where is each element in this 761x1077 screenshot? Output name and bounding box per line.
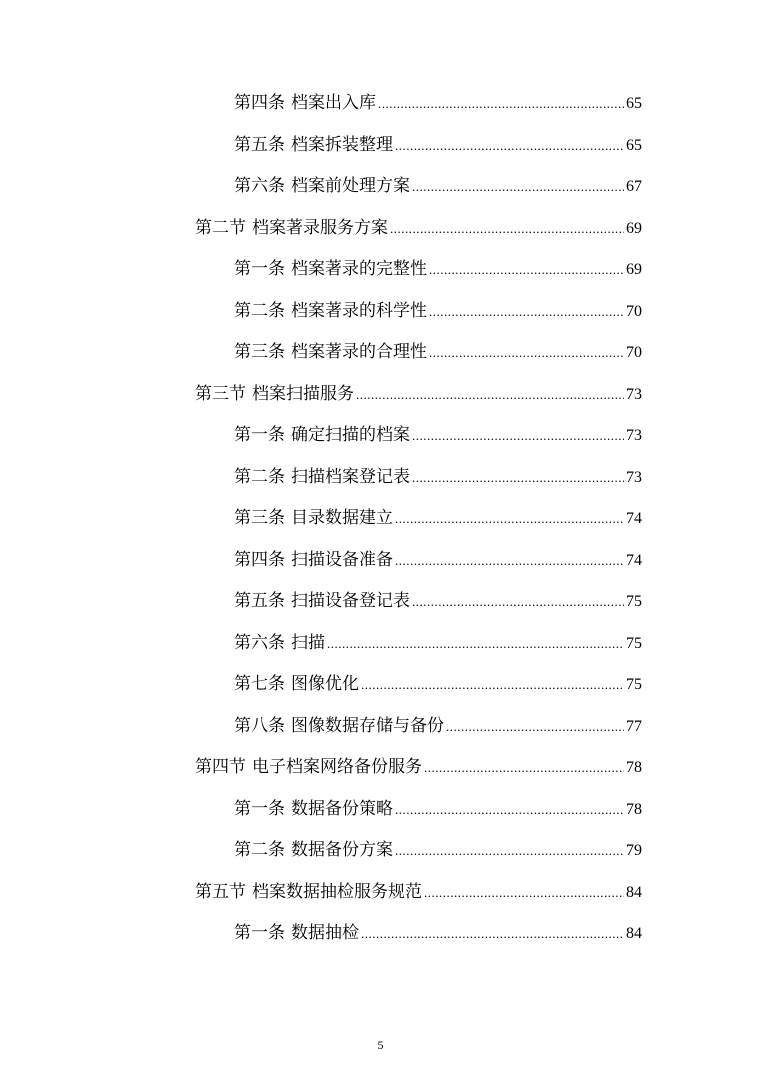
toc-dot-leader xyxy=(412,422,624,450)
toc-article-entry[interactable] xyxy=(234,131,642,159)
toc-entry-title: 扫描设备准备 xyxy=(291,550,393,570)
toc-entry-title: 电子档案网络备份服务 xyxy=(252,757,422,777)
toc-dot-leader xyxy=(395,132,624,160)
toc-entry-page-number: 67 xyxy=(626,178,642,195)
toc-entry-number: 第三节 xyxy=(195,384,246,404)
toc-entry-title: 数据备份方案 xyxy=(291,840,393,860)
toc-entry-page-number: 75 xyxy=(626,593,642,610)
toc-dot-leader xyxy=(395,505,624,533)
toc-entry-number: 第一条 xyxy=(234,259,285,279)
toc-entry-page-number: 78 xyxy=(626,801,642,818)
toc-entry-page-number: 69 xyxy=(626,261,642,278)
page-number: 5 xyxy=(377,1038,384,1052)
toc-article-entry[interactable] xyxy=(234,712,642,740)
toc-article-entry[interactable] xyxy=(234,629,642,657)
toc-dot-leader xyxy=(378,90,624,118)
toc-entry-page-number: 65 xyxy=(626,137,642,154)
toc-entry-number: 第二条 xyxy=(234,467,285,487)
toc-entry-page-number: 74 xyxy=(626,510,642,527)
toc-entry-title: 档案前处理方案 xyxy=(291,176,410,196)
toc-dot-leader xyxy=(356,381,624,409)
toc-article-entry[interactable] xyxy=(234,172,642,200)
toc-entry-title: 数据抽检 xyxy=(291,923,359,943)
toc-entry-number: 第六条 xyxy=(234,176,285,196)
toc-entry-number: 第二条 xyxy=(234,840,285,860)
toc-article-entry[interactable] xyxy=(234,297,642,325)
toc-entry-page-number: 70 xyxy=(626,344,642,361)
toc-article-entry[interactable] xyxy=(234,795,642,823)
toc-dot-leader xyxy=(412,464,624,492)
toc-section-entry[interactable] xyxy=(195,878,642,906)
toc-article-entry[interactable] xyxy=(234,546,642,574)
toc-entry-number: 第一条 xyxy=(234,425,285,445)
toc-entry-page-number: 73 xyxy=(626,386,642,403)
toc-section-entry[interactable] xyxy=(195,214,642,242)
toc-entry-number: 第三条 xyxy=(234,342,285,362)
toc-article-entry[interactable] xyxy=(234,338,642,366)
toc-entry-title: 确定扫描的档案 xyxy=(291,425,410,445)
toc-entry-title: 档案数据抽检服务规范 xyxy=(252,882,422,902)
toc-entry-page-number: 75 xyxy=(626,676,642,693)
toc-entry-number: 第二条 xyxy=(234,301,285,321)
toc-dot-leader xyxy=(395,837,624,865)
toc-dot-leader xyxy=(390,215,624,243)
toc-entry-number: 第七条 xyxy=(234,674,285,694)
toc-dot-leader xyxy=(424,879,624,907)
toc-dot-leader xyxy=(429,339,624,367)
toc-entry-number: 第五节 xyxy=(195,882,246,902)
toc-entry-title: 档案拆装整理 xyxy=(291,135,393,155)
toc-entry-title: 图像数据存储与备份 xyxy=(291,716,444,736)
toc-section-entry[interactable] xyxy=(195,380,642,408)
toc-entry-page-number: 75 xyxy=(626,635,642,652)
toc-entry-title: 档案著录的合理性 xyxy=(291,342,427,362)
toc-entry-page-number: 74 xyxy=(626,552,642,569)
toc-entry-title: 图像优化 xyxy=(291,674,359,694)
toc-entry-number: 第四条 xyxy=(234,93,285,113)
toc-entry-title: 扫描档案登记表 xyxy=(291,467,410,487)
toc-entry-page-number: 70 xyxy=(626,303,642,320)
toc-entry-title: 目录数据建立 xyxy=(291,508,393,528)
toc-entry-title: 扫描设备登记表 xyxy=(291,591,410,611)
toc-entry-title: 档案著录的科学性 xyxy=(291,301,427,321)
toc-section-entry[interactable] xyxy=(195,753,642,781)
toc-entry-number: 第四条 xyxy=(234,550,285,570)
toc-entry-title: 档案扫描服务 xyxy=(252,384,354,404)
toc-entry-page-number: 84 xyxy=(626,884,642,901)
toc-dot-leader xyxy=(327,630,624,658)
toc-entry-number: 第四节 xyxy=(195,757,246,777)
toc-entry-number: 第五条 xyxy=(234,591,285,611)
toc-article-entry[interactable] xyxy=(234,255,642,283)
toc-entry-number: 第五条 xyxy=(234,135,285,155)
toc-entry-number: 第一条 xyxy=(234,923,285,943)
toc-entry-page-number: 78 xyxy=(626,759,642,776)
toc-dot-leader xyxy=(429,256,624,284)
toc-entry-title: 扫描 xyxy=(291,633,325,653)
toc-dot-leader xyxy=(361,671,624,699)
toc-entry-page-number: 77 xyxy=(626,718,642,735)
toc-dot-leader xyxy=(361,920,624,948)
toc-dot-leader xyxy=(395,796,624,824)
toc-article-entry[interactable] xyxy=(234,504,642,532)
toc-entry-page-number: 65 xyxy=(626,95,642,112)
toc-article-entry[interactable] xyxy=(234,463,642,491)
toc-entry-page-number: 69 xyxy=(626,220,642,237)
toc-entry-number: 第二节 xyxy=(195,218,246,238)
toc-entry-page-number: 73 xyxy=(626,469,642,486)
toc-article-entry[interactable] xyxy=(234,421,642,449)
toc-dot-leader xyxy=(412,588,624,616)
toc-entry-number: 第三条 xyxy=(234,508,285,528)
toc-entry-number: 第一条 xyxy=(234,799,285,819)
toc-entry-page-number: 84 xyxy=(626,925,642,942)
toc-entry-title: 档案著录的完整性 xyxy=(291,259,427,279)
toc-entry-title: 档案著录服务方案 xyxy=(252,218,388,238)
toc-entry-title: 数据备份策略 xyxy=(291,799,393,819)
toc-entry-page-number: 79 xyxy=(626,842,642,859)
toc-dot-leader xyxy=(395,547,624,575)
toc-article-entry[interactable] xyxy=(234,919,642,947)
toc-entry-number: 第六条 xyxy=(234,633,285,653)
toc-entry-page-number: 73 xyxy=(626,427,642,444)
toc-dot-leader xyxy=(424,754,624,782)
toc-article-entry[interactable] xyxy=(234,670,642,698)
toc-dot-leader xyxy=(446,713,624,741)
toc-article-entry[interactable] xyxy=(234,89,642,117)
toc-article-entry[interactable] xyxy=(234,587,642,615)
toc-article-entry[interactable] xyxy=(234,836,642,864)
toc-entry-number: 第八条 xyxy=(234,716,285,736)
toc-dot-leader xyxy=(429,298,624,326)
toc-dot-leader xyxy=(412,173,624,201)
toc-entry-title: 档案出入库 xyxy=(291,93,376,113)
